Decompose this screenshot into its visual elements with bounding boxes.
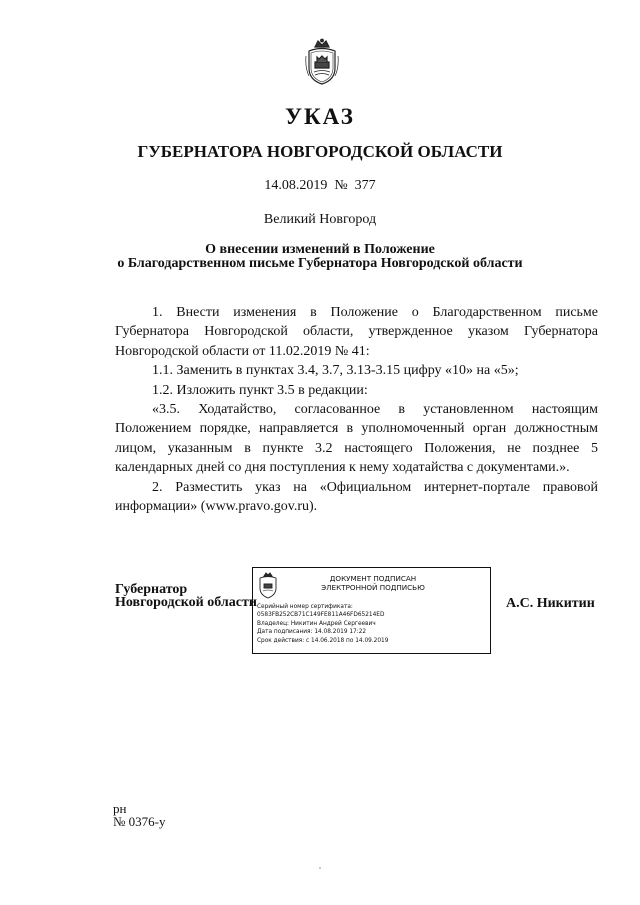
document-number: 377 [354,178,376,193]
signer-position-line-1: Губернатор [115,582,188,597]
signer-position-line-2: Новгородской области [115,595,257,610]
stamp-details [257,603,388,645]
footer-registration [113,802,165,828]
date-number-line [0,178,640,194]
number-sign: № [334,178,348,193]
coat-of-arms-icon [305,38,339,86]
stamp-signed-date: Дата подписания: 14.08.2019 17:22 [257,629,367,636]
document-date: 14.08.2019 [264,178,328,193]
heading-line-1: О внесении изменений в Положение [205,242,435,257]
paragraph-2: 2. Разместить указ на «Официальном интернет-портале правовой информации» (www.pravo.gov.ru). [115,479,598,515]
page-mark [319,867,321,869]
document-subtitle: ГУБЕРНАТОРА НОВГОРОДСКОЙ ОБЛАСТИ [137,142,503,161]
stamp-owner: Владелец: Никитин Андрей Сергеевич [257,620,376,627]
paragraph-1-1: 1.1. Заменить в пунктах 3.4, 3.7, 3.13-3.15 цифру «10» на «5»; [152,363,519,379]
paragraph-1: 1. Внести изменения в Положение о Благодарственном письме Губернатора Новгородской области, утвержденное указом Губернатора Новгородской области от 11.02.2019 № 41: [115,305,598,359]
stamp-title-line-1: ДОКУМЕНТ ПОДПИСАН [329,574,417,583]
stamp-title-line-2: ЭЛЕКТРОННОЙ ПОДПИСЬЮ [321,583,425,592]
document-body [115,303,598,516]
heading-line-2: о Благодарственном письме Губернатора Новгородской области [117,256,523,271]
footer-initials: рн [113,801,127,816]
stamp-serial-label: Серийный номер сертификата: [257,604,353,610]
paragraph-1-2: 1.2. Изложить пункт 3.5 в редакции: [152,382,368,398]
document-title: УКАЗ [285,104,355,129]
document-heading [100,243,540,271]
electronic-signature-stamp [252,567,491,654]
stamp-serial: 0583FB252CB71C149FE811A46FD65214ED [257,612,385,619]
footer-reg-number: № 0376-у [113,814,166,829]
stamp-emblem-icon [258,571,278,599]
stamp-header [283,574,463,592]
city-name: Великий Новгород [263,212,377,227]
stamp-validity: Срок действия: с 14.06.2018 по 14.09.2019 [257,637,389,644]
paragraph-3-5: «3.5. Ходатайство, согласованное в установленном настоящим Положением порядке, направляется в уполномоченный орган должностным лицом, указанным в пункте 3.2 настоящего Положения, не позднее 5 календарных дней со дня поступления к нему ходатайства с документами.». [115,402,598,476]
signer-name: А.С. Никитин [506,596,595,611]
signer-position [115,583,257,609]
